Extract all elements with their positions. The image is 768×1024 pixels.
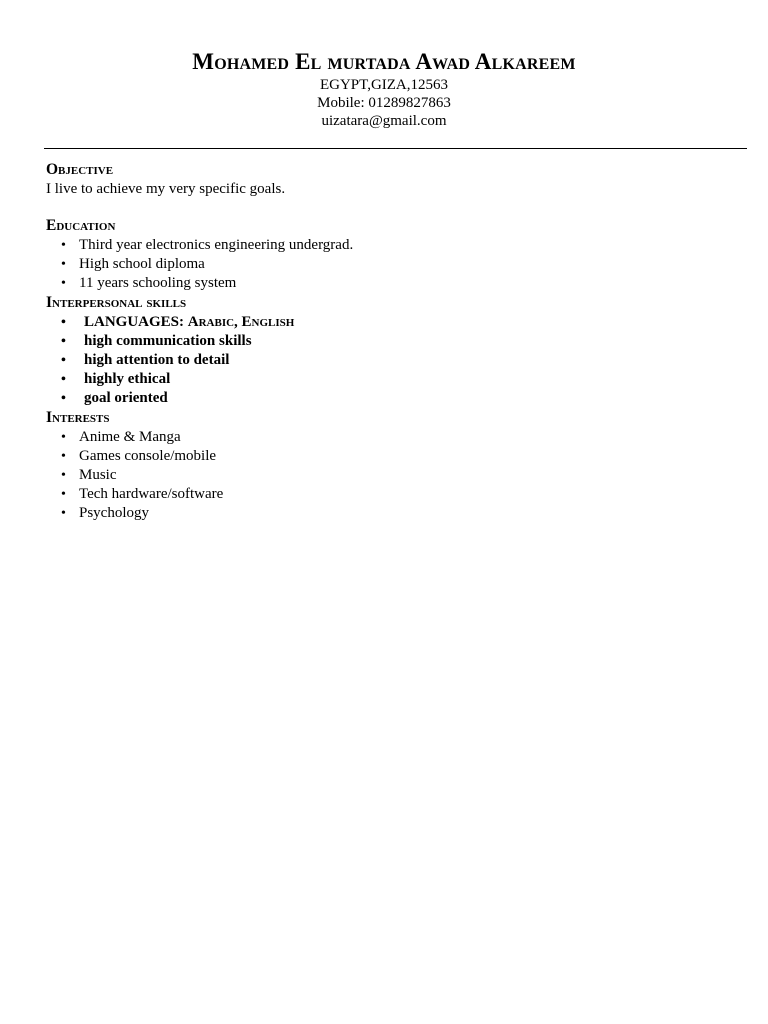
list-item — [46, 485, 746, 504]
applicant-name: Mohamed El murtada Awad Alkareem — [192, 49, 576, 74]
list-item — [46, 389, 746, 408]
bullet-icon: • — [61, 449, 66, 464]
list-item-text: 11 years schooling system — [79, 275, 237, 291]
list-item-text: Anime & Manga — [79, 429, 181, 445]
list-item-text: Psychology — [79, 505, 150, 521]
list-item-text: Tech hardware/software — [79, 486, 224, 502]
languages-label: LANGUAGES: — [84, 314, 188, 330]
address-line: EGYPT,GIZA,12563 — [319, 77, 449, 93]
list-item — [46, 332, 746, 351]
languages-value: Arabic, English — [187, 314, 295, 330]
bullet-icon: • — [61, 391, 66, 406]
mobile-line: Mobile: 01289827863 — [317, 95, 451, 111]
bullet-icon: • — [61, 468, 66, 483]
list-item-text: goal oriented — [84, 390, 168, 406]
bullet-icon: • — [61, 238, 66, 253]
list-item-text: Games console/mobile — [79, 448, 217, 464]
skills-section — [46, 293, 746, 408]
bullet-icon: • — [61, 257, 66, 272]
bullet-icon: • — [61, 430, 66, 445]
bullet-icon: • — [61, 506, 66, 521]
education-list — [46, 236, 746, 293]
bullet-icon: • — [61, 315, 66, 330]
list-item — [46, 504, 746, 523]
objective-heading: Objective — [46, 161, 114, 178]
list-item-text: Third year electronics engineering undergrad. — [79, 237, 354, 253]
resume-body — [46, 160, 746, 523]
section-gap — [46, 199, 746, 216]
resume-header — [0, 48, 768, 130]
header-divider — [44, 148, 747, 149]
education-heading: Education — [46, 217, 116, 234]
list-item — [46, 428, 746, 447]
skills-heading: Interpersonal skills — [46, 294, 187, 311]
list-item-text: Music — [79, 467, 117, 483]
list-item — [46, 274, 746, 293]
bullet-icon: • — [61, 334, 66, 349]
list-item — [46, 313, 746, 332]
education-section — [46, 216, 746, 293]
interests-list — [46, 428, 746, 523]
interests-section — [46, 408, 746, 523]
list-item-text: high attention to detail — [84, 352, 230, 368]
bullet-icon: • — [61, 353, 66, 368]
list-item — [46, 447, 746, 466]
list-item — [46, 236, 746, 255]
list-item-text: highly ethical — [84, 371, 171, 387]
objective-section — [46, 160, 746, 199]
list-item-text: High school diploma — [79, 256, 205, 272]
list-item — [46, 255, 746, 274]
list-item-text: high communication skills — [84, 333, 252, 349]
objective-text: I live to achieve my very specific goals. — [46, 181, 286, 197]
bullet-icon: • — [61, 487, 66, 502]
list-item — [46, 351, 746, 370]
interests-heading: Interests — [46, 409, 110, 426]
list-item — [46, 370, 746, 389]
list-item — [46, 466, 746, 485]
email-line: uizatara@gmail.com — [321, 113, 447, 129]
bullet-icon: • — [61, 372, 66, 387]
bullet-icon: • — [61, 276, 66, 291]
skills-list — [46, 313, 746, 408]
